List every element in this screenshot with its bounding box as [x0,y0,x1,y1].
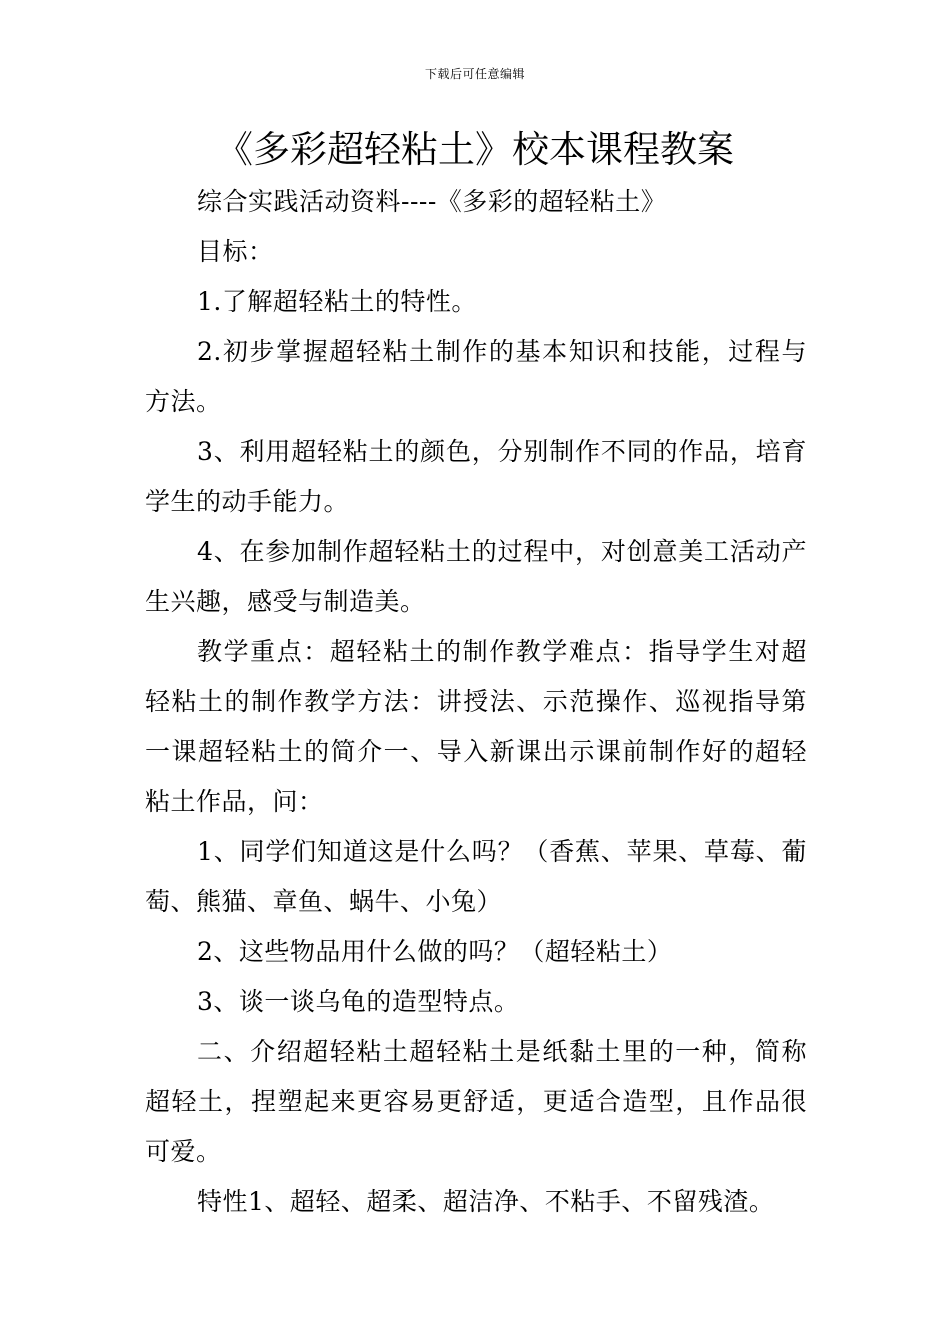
paragraph-properties: 特性1、超轻、超柔、超洁净、不粘手、不留残渣。 [197,1187,775,1216]
paragraph-goal-4: 4、在参加制作超轻粘土的过程中，对创意美工活动产生兴趣，感受与制造美。 [145,537,807,616]
paragraph-goal-1: 1.了解超轻粘土的特性。 [197,287,477,316]
paragraph-intro: 综合实践活动资料----《多彩的超轻粘土》 [197,187,667,216]
paragraph-goals-heading: 目标： [197,237,274,266]
header-note: 下载后可任意编辑 [424,67,525,81]
paragraph-question-2: 2、这些物品用什么做的吗？（超轻粘土） [197,937,673,966]
paragraph-question-1: 1、同学们知道这是什么吗？（香蕉、苹果、草莓、葡萄、熊猫、章鱼、蜗牛、小兔） [145,837,807,916]
paragraph-goal-3: 3、利用超轻粘土的颜色，分别制作不同的作品，培育学生的动手能力。 [145,437,807,516]
paragraph-question-3: 3、谈一谈乌龟的造型特点。 [197,987,520,1016]
document-body [145,177,807,1227]
document-title: 《多彩超轻粘土》校本课程教案 [216,128,734,171]
paragraph-teaching-focus: 教学重点：超轻粘土的制作教学难点：指导学生对超轻粘土的制作教学方法：讲授法、示范操作、巡视指导第一课超轻粘土的简介一、导入新课出示课前制作好的超轻粘土作品，问： [145,637,807,816]
paragraph-goal-2: 2.初步掌握超轻粘土制作的基本知识和技能，过程与方法。 [145,337,807,416]
paragraph-introduction: 二、介绍超轻粘土超轻粘土是纸黏土里的一种，简称超轻土，捏塑起来更容易更舒适，更适合造型，且作品很可爱。 [145,1037,807,1166]
